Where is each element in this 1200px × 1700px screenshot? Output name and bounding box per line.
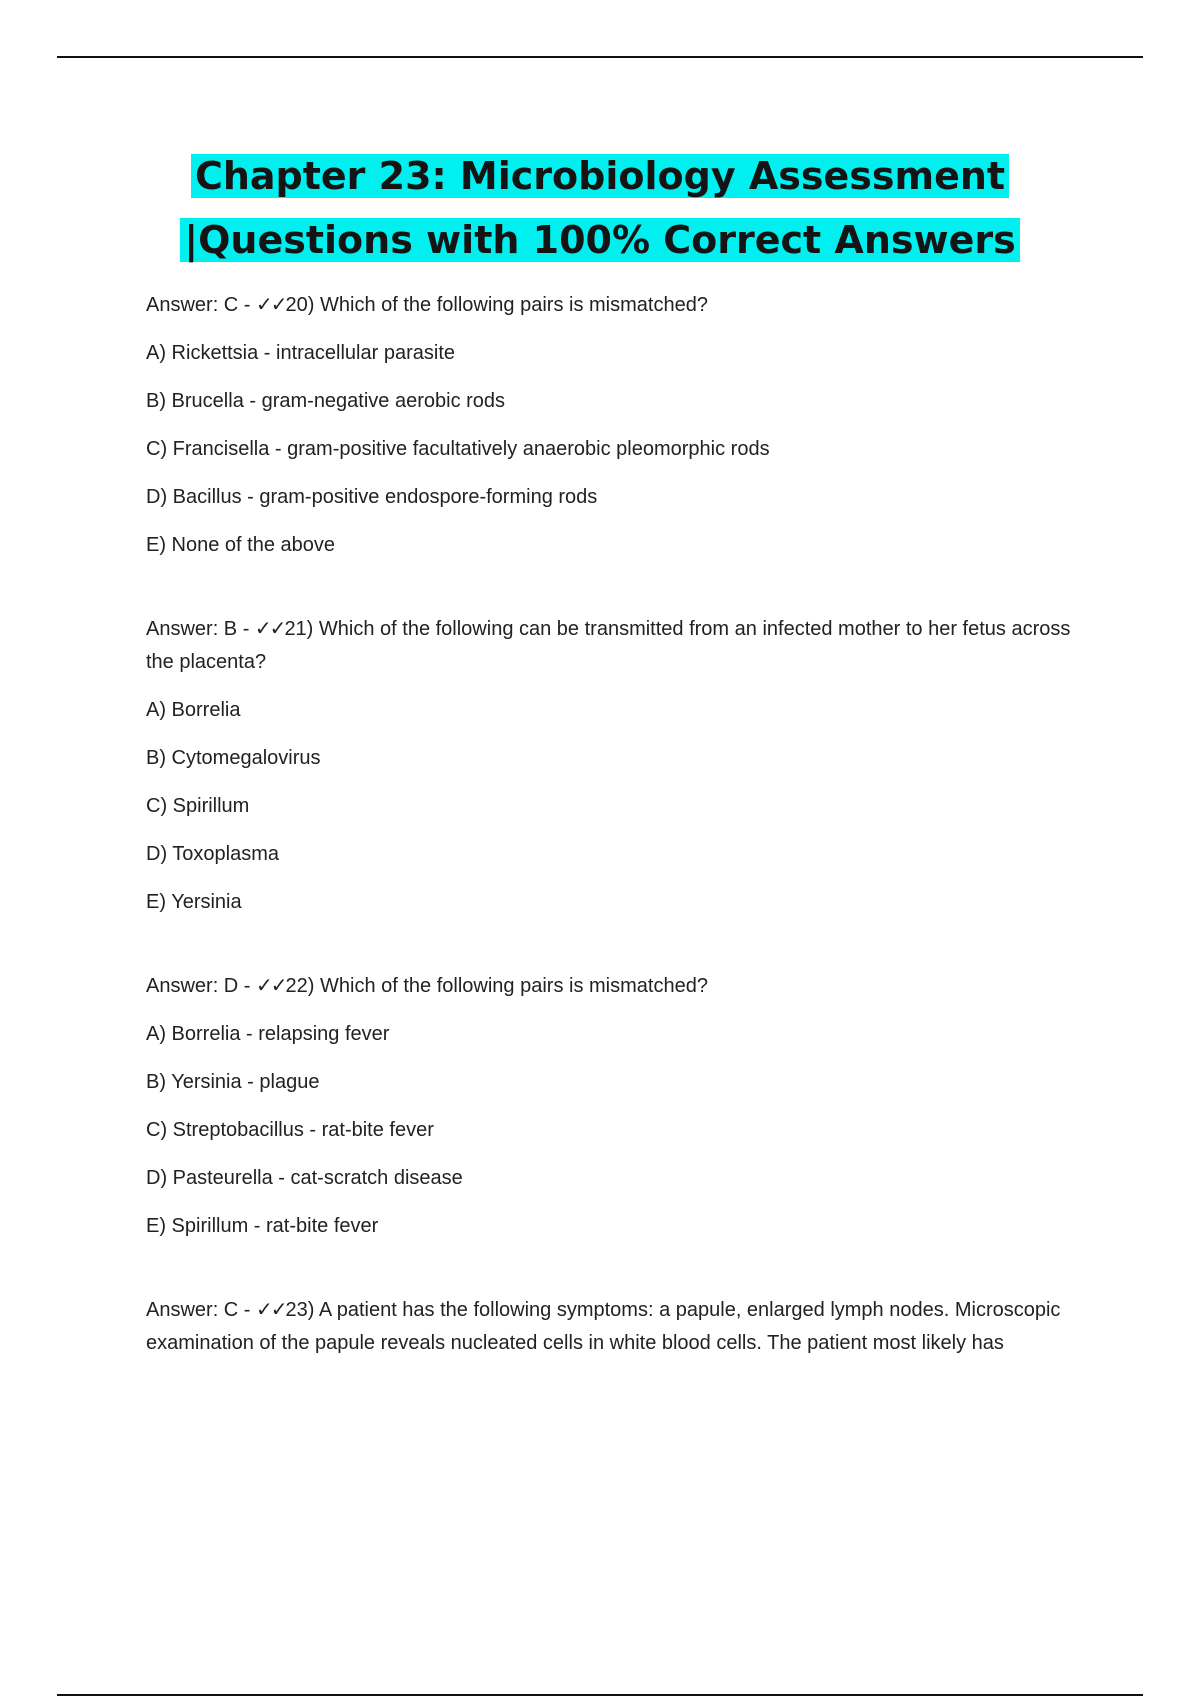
title-line-2: |Questions with 100% Correct Answers [180, 218, 1020, 262]
answer-option: B) Cytomegalovirus [146, 747, 321, 769]
page-title [0, 144, 1200, 272]
answer-option: D) Pasteurella - cat-scratch disease [146, 1167, 463, 1189]
answer-option: D) Bacillus - gram-positive endospore-forming rods [146, 486, 598, 508]
question-text [146, 1293, 1086, 1360]
double-check-icon: ✓✓ [256, 292, 286, 316]
double-check-icon: ✓✓ [256, 1297, 286, 1321]
question-text [146, 288, 1086, 322]
double-check-icon: ✓✓ [254, 616, 285, 640]
footer-rule [57, 1694, 1143, 1696]
question-stem: 23) A patient has the following symptoms: a papule, enlarged lymph nodes. Microscopic examination of the papule reveals nucleated cells in white blood cells. The patient most likely has [146, 1299, 1061, 1354]
answer-prefix: Answer: C - [146, 1299, 257, 1321]
answer-option: E) Spirillum - rat-bite fever [146, 1215, 379, 1237]
answer-prefix: Answer: C - [146, 294, 257, 316]
question-text [146, 969, 1086, 1003]
question-block [146, 1293, 1086, 1360]
question-block [146, 969, 1086, 1243]
question-stem: 20) Which of the following pairs is mismatched? [285, 294, 708, 316]
answer-option: A) Rickettsia - intracellular parasite [146, 342, 455, 364]
answer-option: D) Toxoplasma [146, 843, 280, 865]
question-text [146, 612, 1086, 679]
answer-option: B) Yersinia - plague [146, 1071, 320, 1093]
title-line-1: Chapter 23: Microbiology Assessment [191, 154, 1009, 198]
answer-prefix: Answer: D - [146, 975, 257, 997]
question-stem: 21) Which of the following can be transmitted from an infected mother to her fetus across the placenta? [146, 618, 1071, 673]
double-check-icon: ✓✓ [256, 973, 286, 997]
question-block [146, 288, 1086, 562]
question-list [146, 288, 1086, 1410]
answer-option: C) Spirillum [146, 795, 250, 817]
question-stem: 22) Which of the following pairs is mismatched? [285, 975, 708, 997]
answer-prefix: Answer: B - [146, 618, 255, 640]
answer-option: B) Brucella - gram-negative aerobic rods [146, 390, 506, 412]
question-block [146, 612, 1086, 919]
answer-option: C) Francisella - gram-positive facultatively anaerobic pleomorphic rods [146, 438, 770, 460]
answer-option: C) Streptobacillus - rat-bite fever [146, 1119, 434, 1141]
header-rule [57, 56, 1143, 58]
answer-option: A) Borrelia [146, 699, 241, 721]
answer-option: E) None of the above [146, 534, 336, 556]
answer-option: A) Borrelia - relapsing fever [146, 1023, 390, 1045]
answer-option: E) Yersinia [146, 891, 242, 913]
